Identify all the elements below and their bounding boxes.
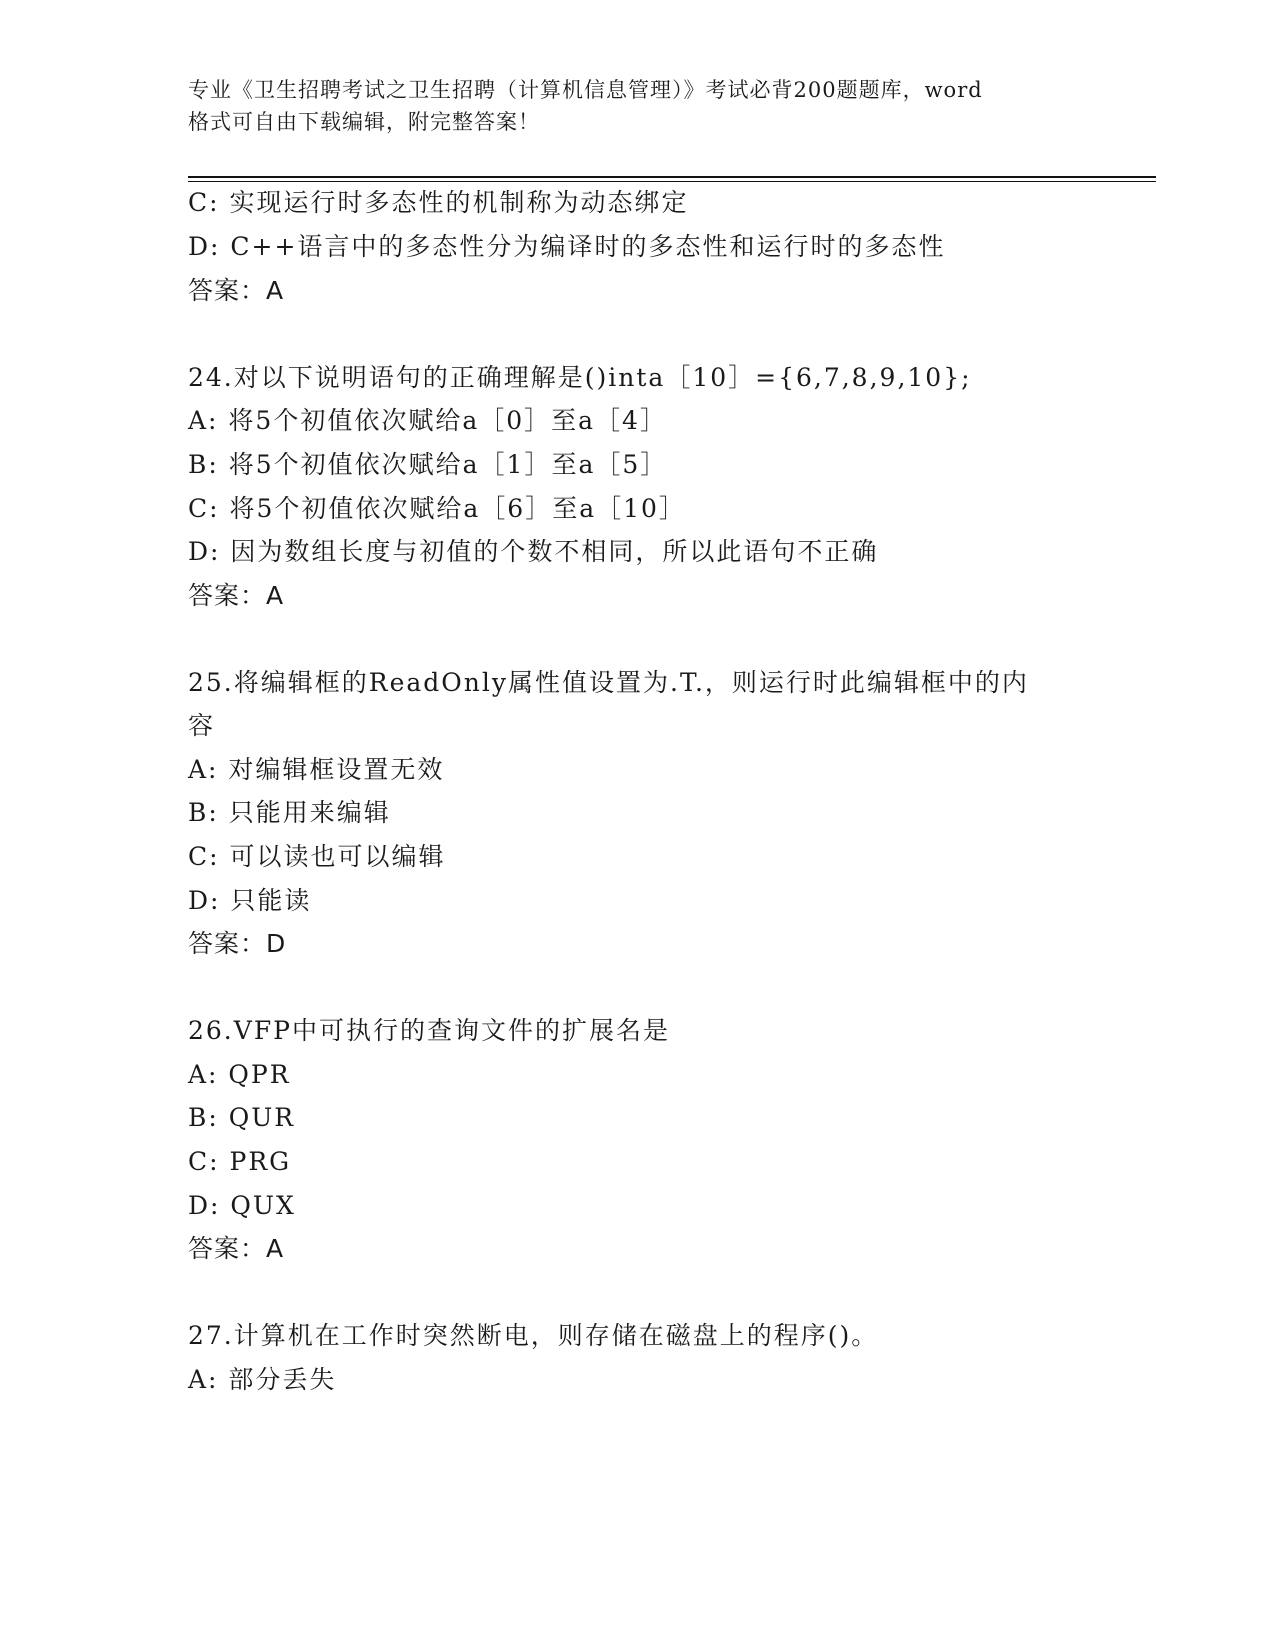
header-line-1: 专业《卫生招聘考试之卫生招聘（计算机信息管理）》考试必背200题题库，word xyxy=(188,78,983,102)
q24-option-a: A: 将5个初值依次赋给a［0］至a［4］ xyxy=(188,406,667,435)
q23-option-c: C: 实现运行时多态性的机制称为动态绑定 xyxy=(188,188,689,217)
q25-stem-line-2: 容 xyxy=(188,711,216,740)
q26-option-a: A: QPR xyxy=(188,1060,291,1089)
q23-answer: 答案：A xyxy=(188,276,285,305)
q25-option-d: D: 只能读 xyxy=(188,886,312,915)
q27-stem: 27.计算机在工作时突然断电，则存储在磁盘上的程序()。 xyxy=(188,1321,879,1350)
header-line-2: 格式可自由下载编辑，附完整答案！ xyxy=(188,110,540,134)
q24-stem: 24.对以下说明语句的正确理解是()inta［10］={6,7,8,9,10}; xyxy=(188,363,972,392)
q26-answer: 答案：A xyxy=(188,1234,285,1263)
q25-stem-line-1: 25.将编辑框的ReadOnly属性值设置为.T.，则运行时此编辑框中的内 xyxy=(188,668,1029,697)
q27-option-a: A: 部分丢失 xyxy=(188,1365,337,1394)
header-rule-thick xyxy=(188,176,1156,178)
q25-option-a: A: 对编辑框设置无效 xyxy=(188,755,445,784)
q23-option-d: D: C++语言中的多态性分为编译时的多态性和运行时的多态性 xyxy=(188,232,946,261)
q26-option-c: C: PRG xyxy=(188,1147,292,1176)
q24-option-b: B: 将5个初值依次赋给a［1］至a［5］ xyxy=(188,450,668,479)
header-rule-thin xyxy=(188,181,1156,182)
q24-option-c: C: 将5个初值依次赋给a［6］至a［10］ xyxy=(188,494,686,523)
q25-option-b: B: 只能用来编辑 xyxy=(188,798,391,827)
q24-option-d: D: 因为数组长度与初值的个数不相同，所以此语句不正确 xyxy=(188,537,879,566)
q24-answer: 答案：A xyxy=(188,581,285,610)
q25-answer: 答案：D xyxy=(188,929,287,958)
q26-stem: 26.VFP中可执行的查询文件的扩展名是 xyxy=(188,1016,670,1045)
document-header xyxy=(188,74,1088,138)
q26-option-b: B: QUR xyxy=(188,1103,296,1132)
q26-option-d: D: QUX xyxy=(188,1191,296,1220)
q25-option-c: C: 可以读也可以编辑 xyxy=(188,842,446,871)
